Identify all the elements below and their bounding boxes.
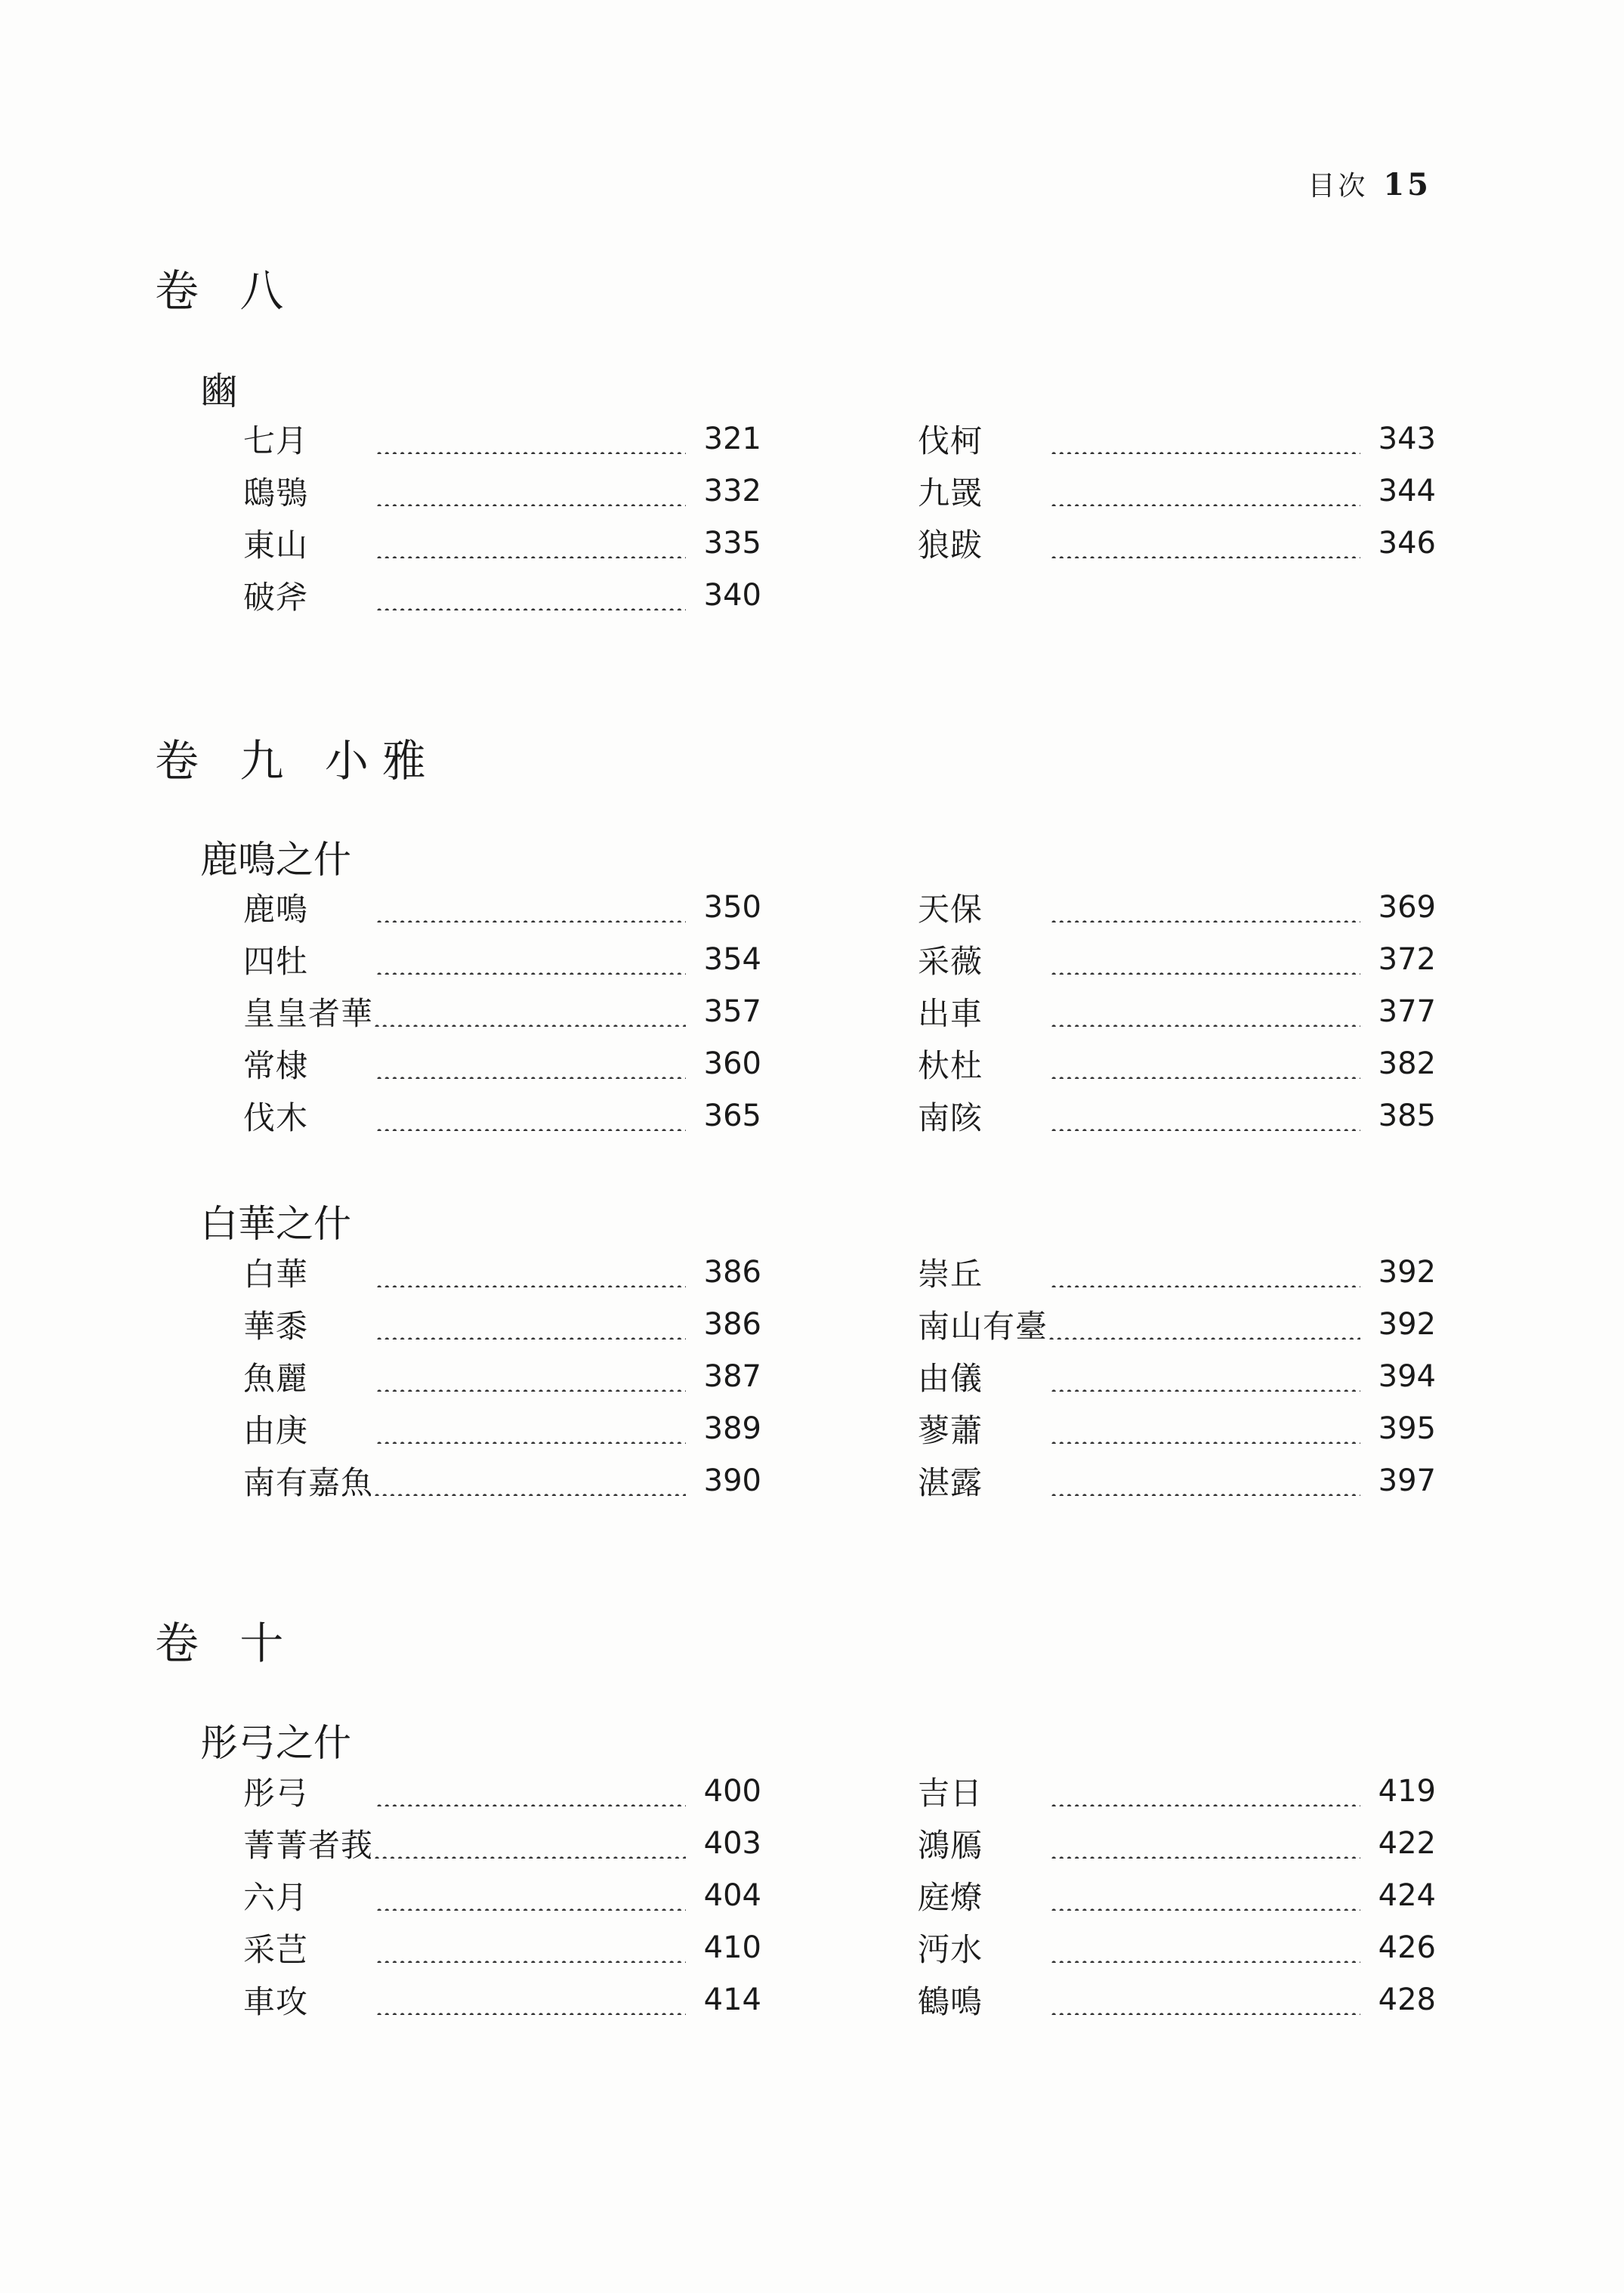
entry-page-number: 424 <box>1378 1878 1436 1913</box>
toc-entry <box>918 1927 1436 1969</box>
entry-title: 吉日 <box>918 1775 983 1812</box>
entry-page-number: 394 <box>1378 1359 1436 1394</box>
dot-leader <box>1050 1933 1360 1963</box>
toc-entry <box>918 1979 1436 2021</box>
section-heading-tonggong: 彤弓之什 <box>200 1721 351 1765</box>
entry-title: 華黍 <box>243 1308 309 1345</box>
entry-title: 杕杜 <box>918 1047 983 1084</box>
entry-page-number: 414 <box>703 1982 761 2017</box>
entry-title: 蓼蕭 <box>918 1412 983 1449</box>
entry-title: 菁菁者莪 <box>243 1827 374 1864</box>
entry-page-number: 426 <box>1378 1930 1436 1965</box>
toc-entry <box>243 1408 761 1450</box>
entry-page-number: 387 <box>703 1359 761 1394</box>
toc-entry <box>918 1095 1436 1137</box>
toc-entry <box>243 1251 761 1293</box>
entry-title: 六月 <box>243 1879 309 1916</box>
section-heading-bin: 豳 <box>200 369 238 413</box>
toc-entry <box>243 1355 761 1398</box>
section-heading-luming: 鹿鳴之什 <box>200 838 351 882</box>
entry-page-number: 392 <box>1378 1307 1436 1342</box>
toc-entry <box>243 1460 761 1502</box>
entry-page-number: 404 <box>703 1878 761 1913</box>
dot-leader <box>1050 944 1360 975</box>
dot-leader <box>375 1933 686 1963</box>
entry-title: 湛露 <box>918 1464 983 1501</box>
toc-entry <box>243 470 761 512</box>
dot-leader <box>375 1880 686 1911</box>
entry-page-number: 344 <box>1378 474 1436 508</box>
entry-page-number: 365 <box>703 1099 761 1133</box>
toc-entry <box>243 1043 761 1085</box>
header-label: 目次 <box>1308 171 1369 202</box>
toc-entry <box>243 418 761 460</box>
toc-entry <box>918 1303 1436 1346</box>
entry-page-number: 422 <box>1378 1826 1436 1861</box>
toc-entry <box>243 1979 761 2021</box>
entry-title: 七月 <box>243 422 309 459</box>
entry-page-number: 382 <box>1378 1046 1436 1081</box>
entry-title: 出車 <box>918 995 983 1032</box>
dot-leader <box>375 1101 686 1131</box>
toc-entry <box>918 418 1436 460</box>
entry-title: 庭燎 <box>918 1879 983 1916</box>
entry-title: 采芑 <box>243 1931 309 1968</box>
entry-page-number: 400 <box>703 1774 761 1809</box>
dot-leader <box>375 1049 686 1079</box>
volume-heading-10: 卷 十 <box>155 1618 298 1669</box>
dot-leader <box>375 1776 686 1806</box>
dot-leader <box>1048 1309 1360 1340</box>
entry-title: 東山 <box>243 527 309 564</box>
toc-entry <box>918 886 1436 929</box>
toc-entry <box>918 1770 1436 1812</box>
dot-leader <box>375 424 686 454</box>
entry-title: 破斧 <box>243 579 309 616</box>
entry-title: 由儀 <box>918 1360 983 1397</box>
entry-page-number: 386 <box>703 1307 761 1342</box>
dot-leader <box>1050 1257 1360 1287</box>
toc-entry <box>918 522 1436 564</box>
entry-title: 狼跋 <box>918 527 983 564</box>
running-header <box>1308 165 1431 203</box>
toc-entry <box>918 1408 1436 1450</box>
entry-page-number: 419 <box>1378 1774 1436 1809</box>
entry-page-number: 360 <box>703 1046 761 1081</box>
dot-leader <box>1050 1880 1360 1911</box>
toc-entry <box>243 1874 761 1917</box>
entry-page-number: 385 <box>1378 1099 1436 1133</box>
toc-entry <box>243 574 761 617</box>
entry-title: 車攻 <box>243 1983 309 2020</box>
dot-leader <box>373 1828 686 1859</box>
entry-title: 彤弓 <box>243 1775 309 1812</box>
entry-page-number: 389 <box>703 1411 761 1446</box>
entry-page-number: 346 <box>1378 526 1436 561</box>
entry-page-number: 369 <box>1378 890 1436 925</box>
entry-title: 四牡 <box>243 943 309 980</box>
toc-entry <box>243 522 761 564</box>
toc-entry <box>243 990 761 1033</box>
dot-leader <box>1050 1361 1360 1392</box>
dot-leader <box>1050 1101 1360 1131</box>
entry-page-number: 335 <box>703 526 761 561</box>
entry-title: 九罭 <box>918 474 983 511</box>
entry-page-number: 377 <box>1378 994 1436 1029</box>
entry-title: 伐柯 <box>918 422 983 459</box>
section-heading-baihua: 白華之什 <box>200 1202 351 1246</box>
dot-leader <box>375 1985 686 2015</box>
entry-page-number: 390 <box>703 1463 761 1498</box>
dot-leader <box>375 1257 686 1287</box>
toc-entry <box>918 938 1436 981</box>
dot-leader <box>375 580 686 610</box>
entry-page-number: 350 <box>703 890 761 925</box>
dot-leader <box>375 1309 686 1340</box>
entry-page-number: 395 <box>1378 1411 1436 1446</box>
toc-entry <box>918 1822 1436 1865</box>
volume-heading-8: 卷 八 <box>155 265 298 317</box>
entry-title: 魚麗 <box>243 1360 309 1397</box>
dot-leader <box>375 944 686 975</box>
entry-page-number: 357 <box>703 994 761 1029</box>
toc-entry <box>918 470 1436 512</box>
toc-entry <box>243 1822 761 1865</box>
dot-leader <box>1050 528 1360 558</box>
entry-title: 采薇 <box>918 943 983 980</box>
dot-leader <box>1050 424 1360 454</box>
entry-page-number: 372 <box>1378 942 1436 977</box>
toc-entry <box>918 990 1436 1033</box>
entry-title: 鹿鳴 <box>243 891 309 928</box>
entry-page-number: 332 <box>703 474 761 508</box>
toc-entry <box>243 1303 761 1346</box>
toc-entry <box>918 1355 1436 1398</box>
toc-entry <box>918 1251 1436 1293</box>
entry-title: 南山有臺 <box>918 1308 1048 1345</box>
entry-page-number: 392 <box>1378 1255 1436 1290</box>
entry-page-number: 354 <box>703 942 761 977</box>
toc-entry <box>918 1460 1436 1502</box>
toc-entry <box>243 1770 761 1812</box>
entry-title: 南有嘉魚 <box>243 1464 374 1501</box>
dot-leader <box>1050 1776 1360 1806</box>
dot-leader <box>1050 892 1360 922</box>
dot-leader <box>373 997 686 1027</box>
dot-leader <box>375 528 686 558</box>
dot-leader <box>1050 1466 1360 1496</box>
entry-title: 崇丘 <box>918 1256 983 1293</box>
entry-title: 南陔 <box>918 1099 983 1136</box>
dot-leader <box>1050 997 1360 1027</box>
toc-entry <box>243 886 761 929</box>
entry-page-number: 321 <box>703 422 761 456</box>
entry-page-number: 386 <box>703 1255 761 1290</box>
dot-leader <box>1050 1828 1360 1859</box>
entry-title: 由庚 <box>243 1412 309 1449</box>
dot-leader <box>1050 1985 1360 2015</box>
dot-leader <box>1050 1414 1360 1444</box>
entry-title: 鴻鴈 <box>918 1827 983 1864</box>
dot-leader <box>375 892 686 922</box>
toc-entry <box>243 1927 761 1969</box>
entry-page-number: 343 <box>1378 422 1436 456</box>
dot-leader <box>1050 476 1360 506</box>
page-number: 15 <box>1383 167 1431 202</box>
entry-title: 常棣 <box>243 1047 309 1084</box>
toc-entry <box>243 938 761 981</box>
entry-title: 鶴鳴 <box>918 1983 983 2020</box>
entry-title: 天保 <box>918 891 983 928</box>
entry-title: 伐木 <box>243 1099 309 1136</box>
entry-title: 沔水 <box>918 1931 983 1968</box>
toc-entry <box>243 1095 761 1137</box>
entry-title: 白華 <box>243 1256 309 1293</box>
toc-entry <box>918 1043 1436 1085</box>
dot-leader <box>373 1466 686 1496</box>
entry-page-number: 428 <box>1378 1982 1436 2017</box>
entry-page-number: 403 <box>703 1826 761 1861</box>
entry-page-number: 397 <box>1378 1463 1436 1498</box>
dot-leader <box>375 476 686 506</box>
dot-leader <box>1050 1049 1360 1079</box>
volume-heading-9: 卷 九 小雅 <box>155 735 440 786</box>
entry-title: 皇皇者華 <box>243 995 374 1032</box>
dot-leader <box>375 1361 686 1392</box>
entry-page-number: 410 <box>703 1930 761 1965</box>
dot-leader <box>375 1414 686 1444</box>
entry-title: 鴟鴞 <box>243 474 309 511</box>
entry-page-number: 340 <box>703 578 761 613</box>
toc-entry <box>918 1874 1436 1917</box>
